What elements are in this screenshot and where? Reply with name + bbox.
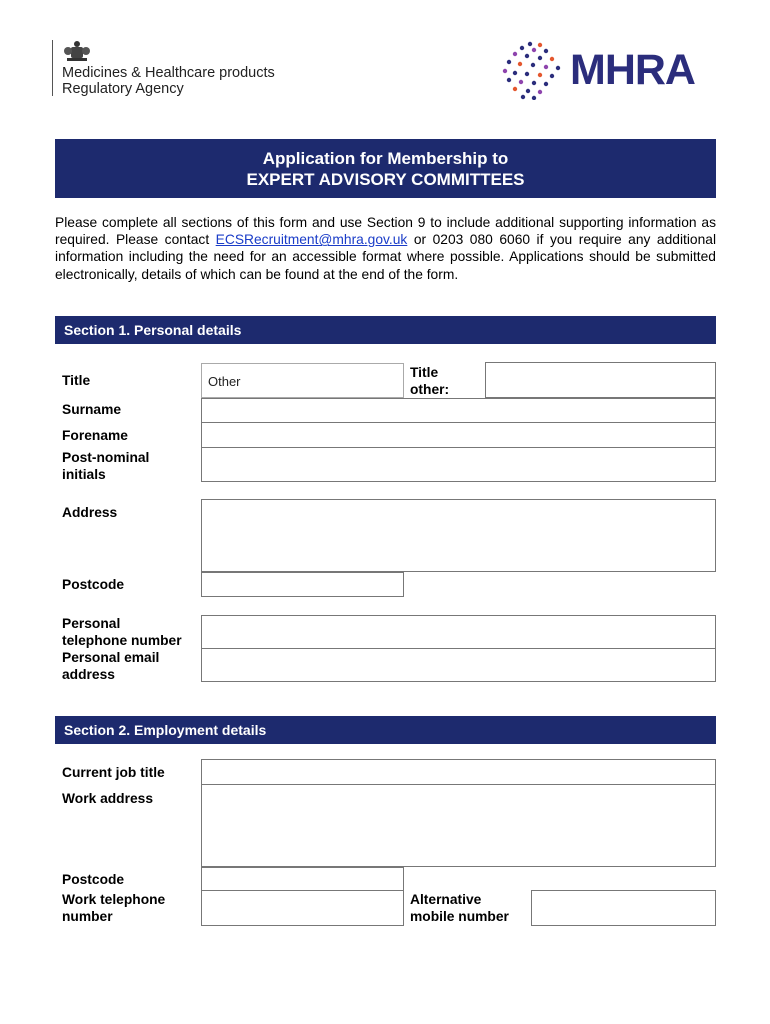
form-title-line2: EXPERT ADVISORY COMMITTEES (246, 169, 525, 189)
postnominal-input[interactable] (201, 447, 716, 482)
agency-name-line2: Regulatory Agency (62, 81, 184, 97)
section2-heading: Section 2. Employment details (55, 716, 716, 744)
form-title (55, 139, 716, 198)
mhra-dots-icon (500, 40, 566, 100)
personal-email-label-line1: Personal email (62, 650, 160, 665)
work-postcode-input[interactable] (201, 867, 404, 891)
section1-heading: Section 1. Personal details (55, 316, 716, 344)
intro-text-before: Please complete all sections of this form and use Section 9 to include additional supporting information as required. Please contact (55, 215, 716, 248)
postcode-input[interactable] (201, 572, 404, 597)
surname-label: Surname (62, 402, 122, 417)
job-title-label: Current job title (62, 765, 165, 780)
personal-email-label-line2: address (62, 666, 115, 682)
recruitment-email-link[interactable]: ECSRecruitment@mhra.gov.uk (215, 232, 408, 248)
work-phone-label-line1: Work telephone (62, 892, 166, 907)
work-address-label: Work address (62, 791, 153, 806)
postnominal-label-line1: Post-nominal (62, 450, 150, 465)
work-phone-label-line2: number (62, 908, 113, 924)
title-label: Title (62, 373, 91, 388)
personal-email-label (62, 650, 159, 683)
title-select-value: Other (208, 374, 241, 389)
alt-mobile-label-line1: Alternative (410, 892, 482, 907)
postcode-label: Postcode (62, 577, 125, 592)
personal-email-input[interactable] (201, 648, 716, 682)
forename-input[interactable] (201, 422, 716, 448)
personal-phone-label-line2: telephone number (62, 632, 182, 648)
postnominal-label (62, 450, 149, 483)
work-phone-label (62, 892, 165, 925)
surname-input[interactable] (201, 398, 716, 423)
alt-mobile-input[interactable] (531, 890, 716, 926)
job-title-input[interactable] (201, 759, 716, 785)
title-other-label (410, 365, 449, 398)
intro-paragraph (55, 214, 716, 283)
agency-branding (52, 40, 275, 97)
alt-mobile-label (410, 892, 509, 925)
address-label: Address (62, 505, 118, 520)
personal-phone-label-line1: Personal (62, 616, 121, 631)
personal-phone-input[interactable] (201, 615, 716, 649)
mhra-logo (500, 40, 715, 100)
mhra-logo-text: MHRA (570, 46, 695, 94)
form-title-line1: Application for Membership to (262, 148, 509, 168)
title-other-label-line1: Title (410, 365, 439, 380)
intro-text-after: or 0203 080 6060 if you require any additional information including the need for an accessible format where possible. Applications should be submitted electronically, details of which can be found at the end of the form. (55, 232, 717, 282)
postnominal-label-line2: initials (62, 466, 106, 482)
title-select[interactable] (201, 363, 404, 398)
agency-name-line1: Medicines & Healthcare products (62, 65, 275, 81)
title-other-label-line2: other: (410, 381, 450, 397)
agency-name (62, 65, 275, 97)
forename-label: Forename (62, 428, 128, 443)
address-input[interactable] (201, 499, 716, 572)
work-address-input[interactable] (201, 784, 716, 867)
title-other-input[interactable] (485, 362, 716, 398)
royal-crest-icon (62, 40, 92, 62)
personal-phone-label (62, 616, 182, 649)
work-phone-input[interactable] (201, 890, 404, 926)
work-postcode-label: Postcode (62, 872, 125, 887)
alt-mobile-label-line2: mobile number (410, 908, 509, 924)
